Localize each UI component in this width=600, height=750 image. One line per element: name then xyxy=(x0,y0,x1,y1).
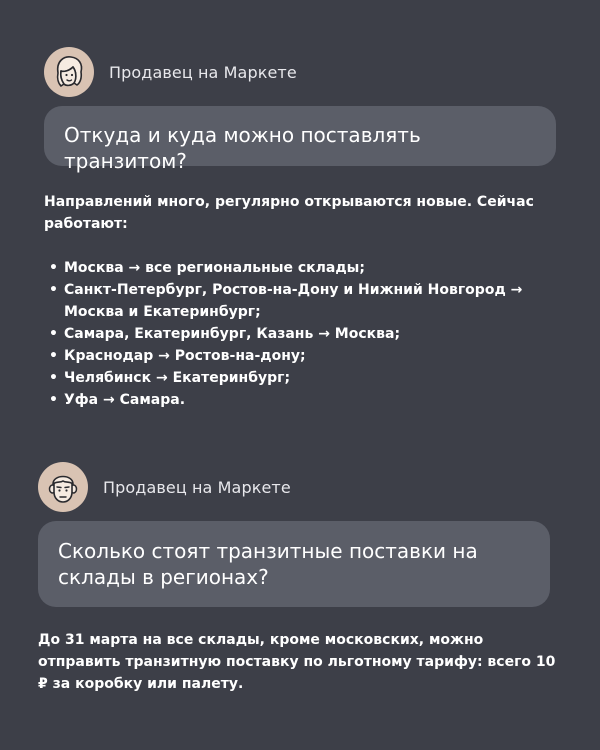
list-item: • Москва → все региональные склады; xyxy=(44,257,560,279)
list-item: • Самара, Екатеринбург, Казань → Москва; xyxy=(44,323,560,345)
man-avatar-icon xyxy=(38,462,88,512)
question-text: Сколько стоят транзитные поставки на склады в регионах? xyxy=(58,539,478,589)
message-author-2 xyxy=(38,462,291,512)
question-text: Откуда и куда можно поставлять транзитом? xyxy=(64,123,421,173)
list-item: • Уфа → Самара. xyxy=(44,389,560,411)
list-item: • Челябинск → Екатеринбург; xyxy=(44,367,560,389)
answer-1 xyxy=(44,191,560,411)
answer-intro: Направлений много, регулярно открываются новые. Сейчас работают: xyxy=(44,194,534,232)
author-name: Продавец на Маркете xyxy=(103,477,291,497)
answer-2 xyxy=(38,629,560,695)
list-item: • Санкт-Петербург, Ростов-на-Дону и Нижний Новгород → Москва и Екатеринбург; xyxy=(44,279,560,323)
message-author-1 xyxy=(44,47,297,97)
question-bubble-1 xyxy=(44,106,556,173)
answer-text: До 31 марта на все склады, кроме московских, можно отправить транзитную поставку по льготному тарифу: всего 10 ₽ за коробку или палету. xyxy=(38,632,556,692)
woman-avatar-icon xyxy=(44,47,94,97)
author-name: Продавец на Маркете xyxy=(109,62,297,82)
list-item: • Краснодар → Ростов-на-дону; xyxy=(44,345,560,367)
question-bubble-2 xyxy=(38,521,550,607)
route-list xyxy=(44,257,560,411)
